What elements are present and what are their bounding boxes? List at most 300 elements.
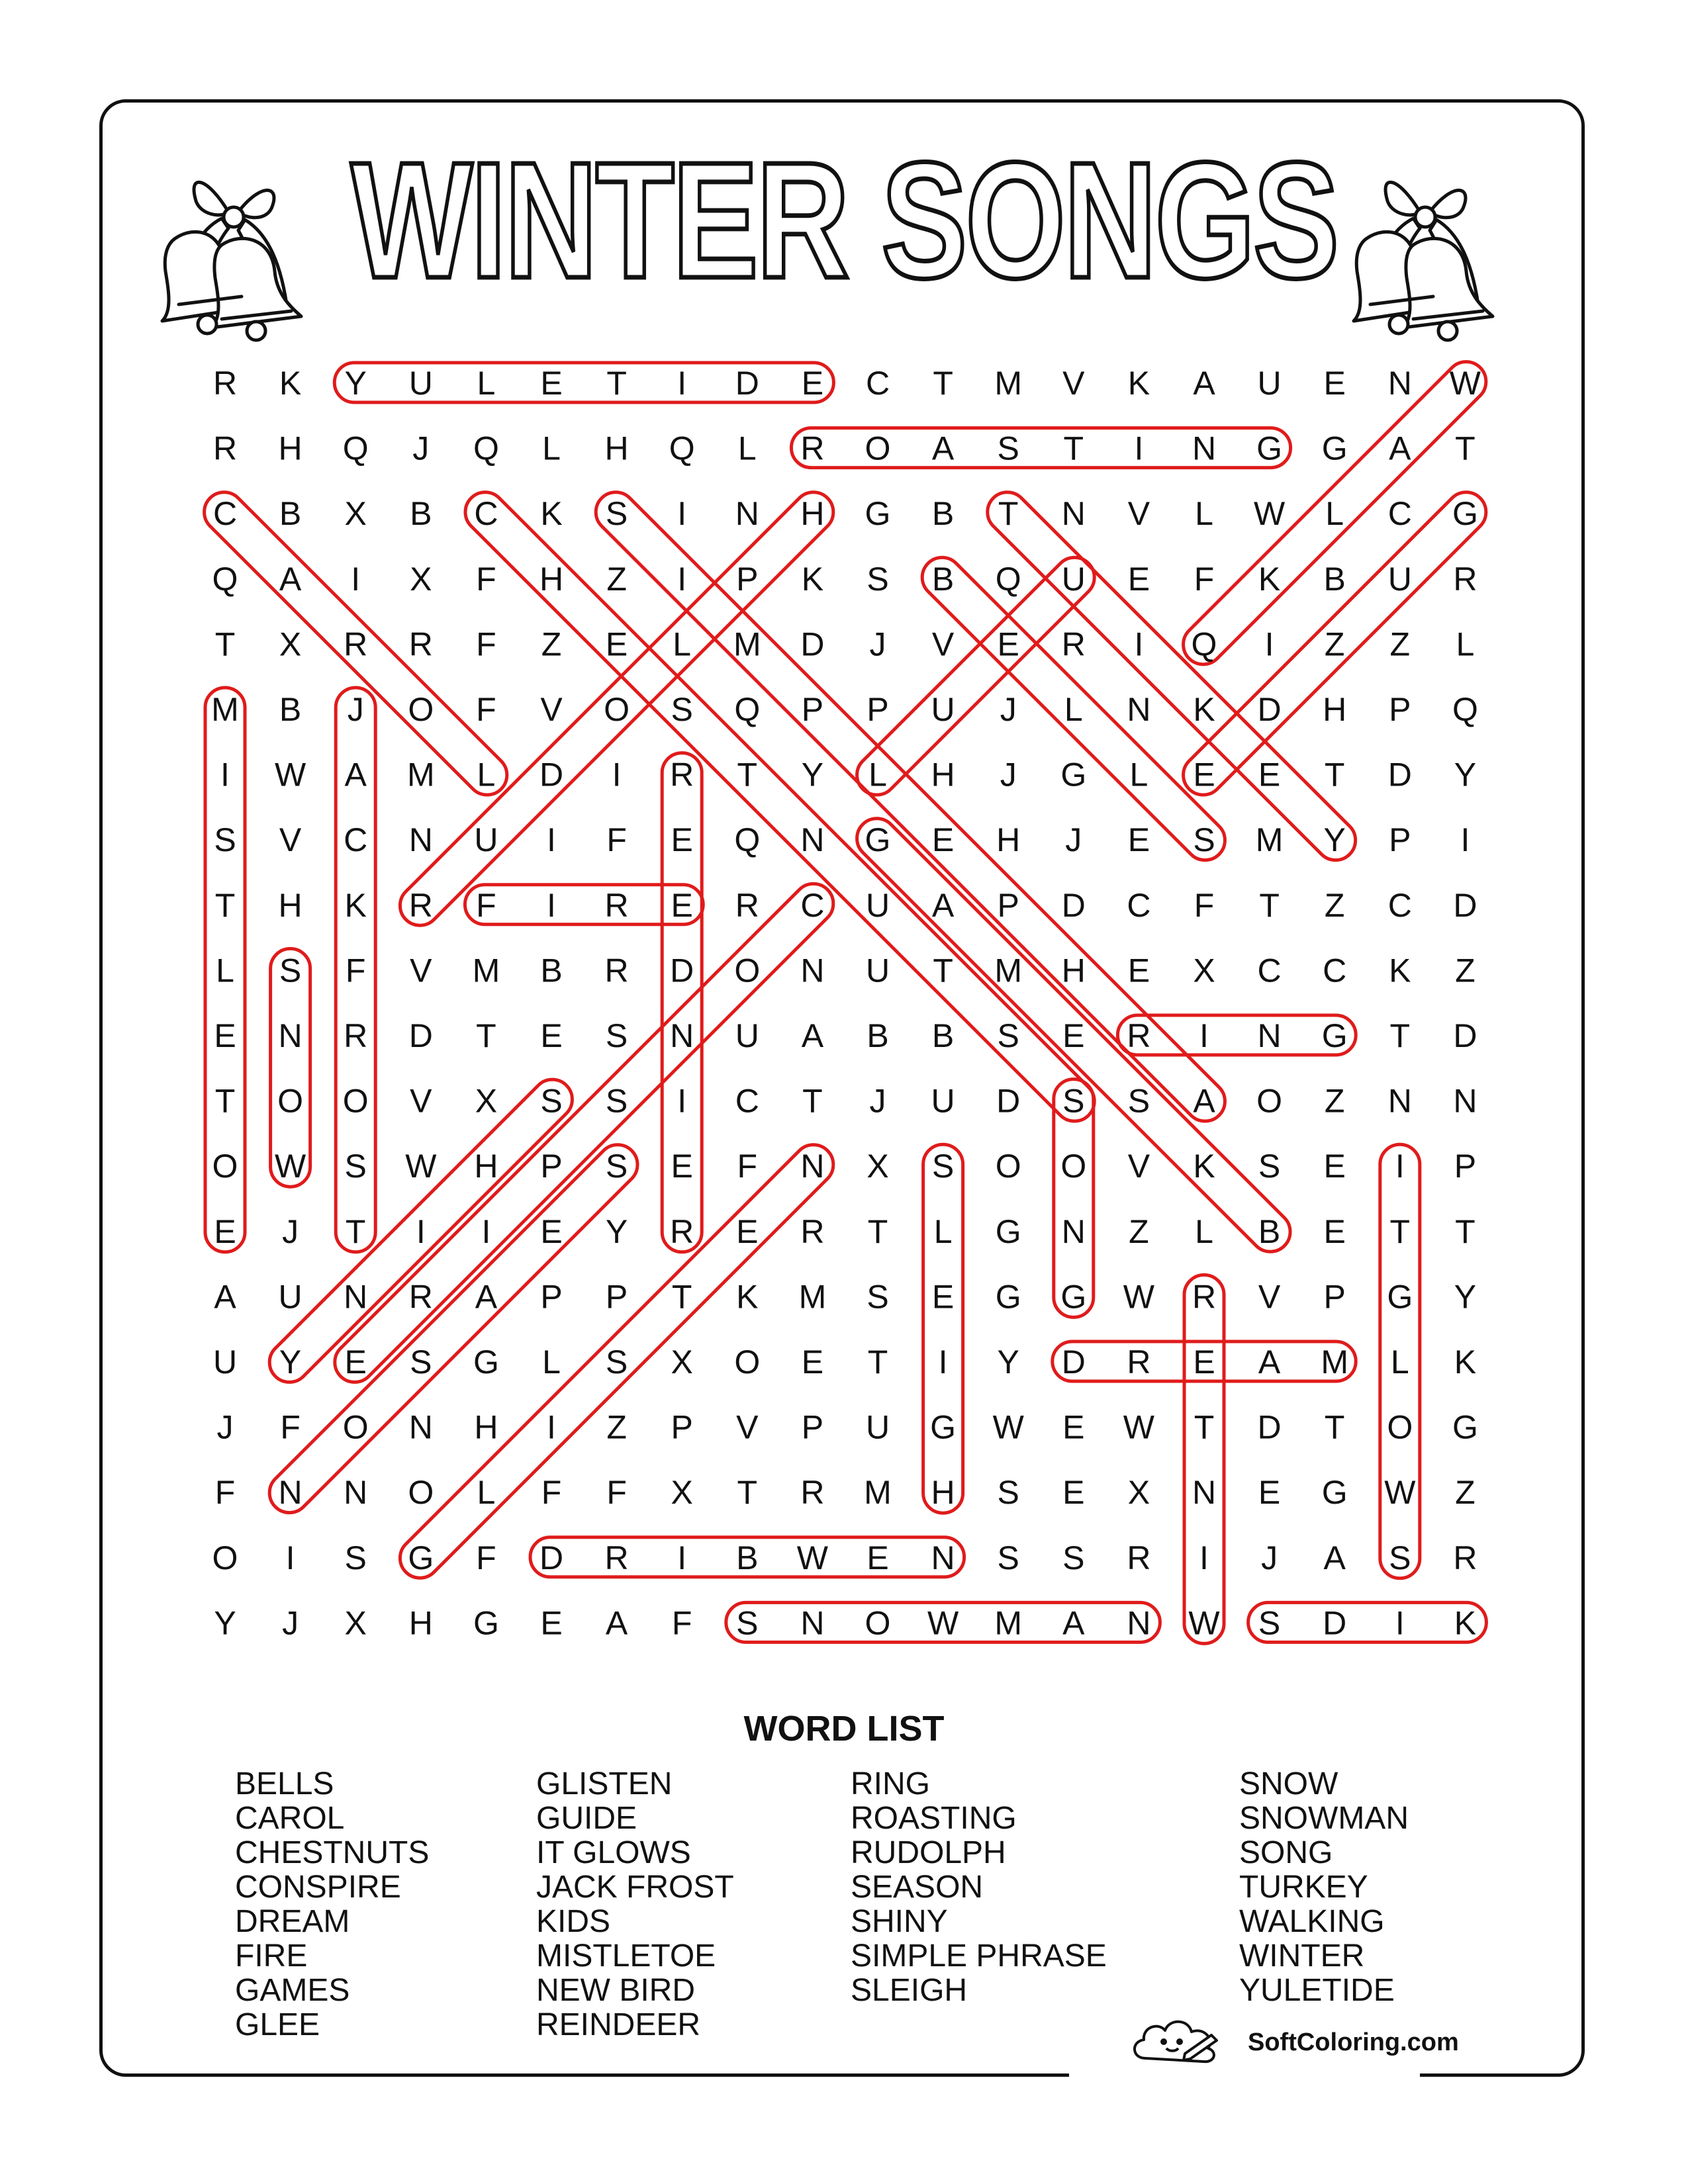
grid-letter[interactable]: E [1193,1343,1215,1381]
grid-letter[interactable]: F [606,821,627,859]
grid-letter[interactable]: D [1257,1408,1282,1446]
grid-letter[interactable]: B [931,495,955,533]
grid-letter[interactable]: N [800,1604,825,1642]
grid-letter[interactable]: Q [734,821,761,859]
grid-letter[interactable]: O [342,1408,369,1446]
grid-letter[interactable]: A [931,430,955,467]
grid-letter[interactable]: V [540,691,563,728]
grid-letter[interactable]: S [1193,821,1215,859]
grid-letter[interactable]: H [931,1474,955,1512]
grid-letter[interactable]: T [867,1212,888,1250]
grid-letter[interactable]: I [1395,1148,1405,1185]
grid-letter[interactable]: G [408,1539,434,1576]
grid-letter[interactable]: K [1193,1148,1215,1185]
grid-letter[interactable]: U [1061,560,1086,598]
grid-letter[interactable]: F [606,1474,627,1512]
grid-letter[interactable]: D [1061,886,1086,924]
grid-letter[interactable]: B [931,560,955,598]
grid-letter[interactable]: C [735,1082,759,1120]
grid-letter[interactable]: L [737,430,757,467]
grid-letter[interactable]: D [1453,886,1477,924]
grid-letter[interactable]: L [1129,756,1149,794]
grid-letter[interactable]: L [216,952,234,989]
grid-letter[interactable]: I [547,821,556,859]
grid-letter[interactable]: R [212,430,238,467]
grid-letter[interactable]: O [734,1343,761,1381]
grid-letter[interactable]: R [1127,1017,1151,1054]
grid-letter[interactable]: O [408,1474,434,1512]
grid-letter[interactable]: G [930,1408,957,1446]
grid-letter[interactable]: R [1453,560,1477,598]
grid-letter[interactable]: S [1062,1539,1085,1576]
grid-letter[interactable]: E [214,1017,236,1054]
grid-letter[interactable]: R [344,625,368,663]
grid-letter[interactable]: O [212,1148,238,1185]
grid-letter[interactable]: Y [214,1604,236,1642]
grid-letter[interactable]: N [1061,495,1086,533]
grid-letter[interactable]: X [344,1604,367,1642]
grid-letter[interactable]: B [931,1017,955,1054]
grid-letter[interactable]: R [1127,1539,1151,1576]
grid-letter[interactable]: D [1387,756,1412,794]
grid-letter[interactable]: R [604,1539,629,1576]
grid-letter[interactable]: U [865,886,890,924]
grid-letter[interactable]: Y [1454,1278,1477,1316]
grid-letter[interactable]: P [867,691,889,728]
grid-letter[interactable]: B [1323,560,1346,598]
grid-letter[interactable]: Z [606,560,627,598]
grid-letter[interactable]: O [342,1082,369,1120]
grid-letter[interactable]: K [540,495,563,533]
grid-letter[interactable]: E [671,821,693,859]
grid-letter[interactable]: G [1452,1408,1478,1446]
grid-letter[interactable]: V [1127,495,1150,533]
grid-letter[interactable]: T [345,1212,366,1250]
grid-letter[interactable]: F [476,691,496,728]
grid-letter[interactable]: K [1454,1604,1477,1642]
grid-letter[interactable]: Q [212,560,238,598]
grid-letter[interactable]: C [800,886,825,924]
grid-letter[interactable]: X [475,1082,498,1120]
grid-letter[interactable]: R [800,1474,825,1512]
grid-letter[interactable]: R [604,886,629,924]
grid-letter[interactable]: N [1387,365,1412,402]
grid-letter[interactable]: S [410,1343,432,1381]
grid-letter[interactable]: J [282,1212,299,1250]
grid-letter[interactable]: S [997,1539,1019,1576]
grid-letter[interactable]: H [408,1604,433,1642]
grid-letter[interactable]: U [408,365,433,402]
grid-letter[interactable]: Y [344,365,367,402]
grid-letter[interactable]: O [865,430,891,467]
grid-letter[interactable]: R [1127,1343,1151,1381]
grid-letter[interactable]: T [933,952,953,989]
grid-letter[interactable]: J [347,691,364,728]
grid-letter[interactable]: S [605,1082,628,1120]
grid-letter[interactable]: G [473,1604,499,1642]
grid-letter[interactable]: G [1060,756,1087,794]
grid-letter[interactable]: M [1255,821,1284,859]
grid-letter[interactable]: N [344,1474,368,1512]
grid-letter[interactable]: J [216,1408,234,1446]
grid-letter[interactable]: E [1062,1017,1085,1054]
grid-letter[interactable]: B [410,495,432,533]
grid-letter[interactable]: E [867,1539,889,1576]
grid-letter[interactable]: O [995,1148,1021,1185]
grid-letter[interactable]: J [282,1604,299,1642]
grid-letter[interactable]: N [1127,1604,1151,1642]
grid-letter[interactable]: N [344,1278,368,1316]
grid-letter[interactable]: M [994,365,1023,402]
grid-letter[interactable]: P [801,691,824,728]
grid-letter[interactable]: F [476,560,496,598]
grid-letter[interactable]: M [472,952,500,989]
grid-letter[interactable]: M [798,1278,827,1316]
grid-letter[interactable]: L [1195,495,1213,533]
grid-letter[interactable]: F [1194,886,1215,924]
grid-letter[interactable]: T [1063,430,1084,467]
grid-letter[interactable]: B [1258,1212,1281,1250]
grid-letter[interactable]: N [931,1539,955,1576]
grid-letter[interactable]: W [992,1408,1024,1446]
grid-letter[interactable]: J [869,625,886,663]
grid-letter[interactable]: R [670,1212,694,1250]
grid-letter[interactable]: D [996,1082,1021,1120]
grid-letter[interactable]: V [410,1082,432,1120]
grid-letter[interactable]: Y [1323,821,1346,859]
grid-letter[interactable]: X [1193,952,1215,989]
grid-letter[interactable]: I [547,886,556,924]
grid-letter[interactable]: S [997,430,1019,467]
grid-letter[interactable]: W [1123,1278,1155,1316]
grid-letter[interactable]: W [274,756,306,794]
grid-letter[interactable]: M [1321,1343,1349,1381]
grid-letter[interactable]: T [476,1017,496,1054]
grid-letter[interactable]: Z [1389,625,1411,663]
grid-letter[interactable]: T [933,365,953,402]
grid-letter[interactable]: N [1061,1212,1086,1250]
grid-letter[interactable]: K [801,560,824,598]
grid-letter[interactable]: I [285,1539,295,1576]
grid-letter[interactable]: M [864,1474,892,1512]
grid-letter[interactable]: I [1199,1539,1209,1576]
grid-letter[interactable]: Z [1324,1082,1345,1120]
grid-letter[interactable]: E [1062,1474,1085,1512]
grid-letter[interactable]: G [1256,430,1283,467]
grid-letter[interactable]: U [865,1408,890,1446]
grid-letter[interactable]: S [605,1343,628,1381]
grid-letter[interactable]: O [604,691,630,728]
grid-letter[interactable]: I [547,1408,556,1446]
grid-letter[interactable]: H [604,430,629,467]
grid-letter[interactable]: I [1199,1017,1209,1054]
grid-letter[interactable]: A [931,886,955,924]
grid-letter[interactable]: S [540,1082,563,1120]
grid-letter[interactable]: L [1195,1212,1213,1250]
grid-letter[interactable]: U [931,691,955,728]
grid-letter[interactable]: E [1258,1474,1281,1512]
grid-letter[interactable]: F [476,886,496,924]
grid-letter[interactable]: Z [606,1408,627,1446]
grid-letter[interactable]: H [1323,691,1347,728]
grid-letter[interactable]: N [1192,1474,1217,1512]
grid-letter[interactable]: R [735,886,759,924]
grid-letter[interactable]: D [1061,1343,1086,1381]
grid-letter[interactable]: Q [1452,691,1478,728]
grid-letter[interactable]: D [735,365,759,402]
grid-letter[interactable]: V [931,625,955,663]
grid-letter[interactable]: S [997,1017,1019,1054]
grid-letter[interactable]: Z [1324,886,1345,924]
grid-letter[interactable]: Y [279,1343,302,1381]
grid-letter[interactable]: G [1321,1017,1348,1054]
grid-letter[interactable]: C [1127,886,1151,924]
grid-letter[interactable]: P [801,1408,824,1446]
grid-letter[interactable]: Q [1191,625,1217,663]
grid-letter[interactable]: S [605,1148,628,1185]
grid-letter[interactable]: H [278,430,303,467]
grid-letter[interactable]: N [408,1408,433,1446]
grid-letter[interactable]: L [1390,1343,1409,1381]
grid-letter[interactable]: G [1321,430,1348,467]
grid-letter[interactable]: Q [342,430,369,467]
grid-letter[interactable]: B [279,495,302,533]
grid-letter[interactable]: I [220,756,230,794]
grid-letter[interactable]: I [1460,821,1470,859]
grid-letter[interactable]: I [677,365,687,402]
grid-letter[interactable]: W [405,1148,437,1185]
grid-letter[interactable]: G [995,1212,1021,1250]
grid-letter[interactable]: H [474,1408,498,1446]
grid-letter[interactable]: K [1193,691,1215,728]
grid-letter[interactable]: R [670,756,694,794]
grid-letter[interactable]: S [931,1148,955,1185]
grid-letter[interactable]: R [800,430,825,467]
grid-letter[interactable]: W [1449,365,1481,402]
grid-letter[interactable]: L [477,1474,496,1512]
grid-letter[interactable]: F [280,1408,301,1446]
grid-letter[interactable]: O [277,1082,304,1120]
grid-letter[interactable]: R [800,1212,825,1250]
grid-letter[interactable]: T [1324,1408,1345,1446]
grid-letter[interactable]: C [1387,495,1412,533]
grid-letter[interactable]: X [671,1343,693,1381]
grid-letter[interactable]: T [1389,1017,1411,1054]
grid-letter[interactable]: N [1387,1082,1412,1120]
grid-letter[interactable]: Q [669,430,695,467]
grid-letter[interactable]: N [735,495,759,533]
grid-letter[interactable]: F [737,1148,758,1185]
grid-letter[interactable]: I [1264,625,1274,663]
grid-letter[interactable]: T [671,1278,692,1316]
grid-letter[interactable]: I [938,1343,948,1381]
grid-letter[interactable]: G [995,1278,1021,1316]
grid-letter[interactable]: E [1127,821,1150,859]
grid-letter[interactable]: P [540,1148,563,1185]
grid-letter[interactable]: R [408,1278,433,1316]
grid-letter[interactable]: T [737,1474,758,1512]
grid-letter[interactable]: A [344,756,367,794]
grid-letter[interactable]: R [1453,1539,1477,1576]
grid-letter[interactable]: T [214,886,236,924]
grid-letter[interactable]: P [997,886,1019,924]
grid-letter[interactable]: P [736,560,759,598]
grid-letter[interactable]: J [412,430,430,467]
grid-letter[interactable]: C [1387,886,1412,924]
grid-letter[interactable]: Z [1455,952,1476,989]
grid-letter[interactable]: N [670,1017,694,1054]
grid-letter[interactable]: E [736,1212,759,1250]
grid-letter[interactable]: I [612,756,622,794]
grid-letter[interactable]: I [677,1539,687,1576]
grid-letter[interactable]: X [410,560,432,598]
grid-letter[interactable]: W [274,1148,306,1185]
grid-letter[interactable]: W [1123,1408,1155,1446]
grid-letter[interactable]: E [1323,365,1346,402]
grid-letter[interactable]: S [997,1474,1019,1512]
grid-letter[interactable]: S [867,560,889,598]
grid-letter[interactable]: T [1259,886,1280,924]
grid-letter[interactable]: C [1323,952,1347,989]
grid-letter[interactable]: M [994,1604,1023,1642]
grid-letter[interactable]: Y [801,756,824,794]
grid-letter[interactable]: I [677,1082,687,1120]
grid-letter[interactable]: E [1323,1148,1346,1185]
grid-letter[interactable]: H [474,1148,498,1185]
grid-letter[interactable]: T [1324,756,1345,794]
grid-letter[interactable]: B [279,691,302,728]
grid-letter[interactable]: S [605,1017,628,1054]
grid-letter[interactable]: W [1188,1604,1220,1642]
grid-letter[interactable]: C [1257,952,1282,989]
grid-letter[interactable]: W [1384,1474,1416,1512]
grid-letter[interactable]: L [933,1212,953,1250]
grid-letter[interactable]: K [736,1278,759,1316]
grid-letter[interactable]: Y [605,1212,628,1250]
grid-letter[interactable]: J [1000,756,1017,794]
grid-letter[interactable]: W [1253,495,1286,533]
grid-letter[interactable]: L [542,430,561,467]
grid-letter[interactable]: O [734,952,761,989]
grid-letter[interactable]: S [736,1604,759,1642]
grid-letter[interactable]: T [867,1343,888,1381]
grid-letter[interactable]: P [540,1278,563,1316]
grid-letter[interactable]: E [671,1148,693,1185]
grid-letter[interactable]: E [540,365,563,402]
grid-letter[interactable]: C [865,365,890,402]
grid-letter[interactable]: U [212,1343,238,1381]
grid-letter[interactable]: T [606,365,627,402]
grid-letter[interactable]: S [1062,1082,1085,1120]
grid-letter[interactable]: N [1192,430,1217,467]
grid-letter[interactable]: L [673,625,692,663]
grid-letter[interactable]: E [214,1212,236,1250]
grid-letter[interactable]: O [1060,1148,1087,1185]
grid-letter[interactable]: N [1127,691,1151,728]
grid-letter[interactable]: E [540,1212,563,1250]
grid-letter[interactable]: H [931,756,955,794]
grid-letter[interactable]: W [927,1604,959,1642]
grid-letter[interactable]: N [278,1017,303,1054]
grid-letter[interactable]: B [736,1539,759,1576]
grid-letter[interactable]: N [800,821,825,859]
grid-letter[interactable]: F [345,952,366,989]
grid-letter[interactable]: A [801,1017,824,1054]
grid-letter[interactable]: Z [1129,1212,1149,1250]
grid-letter[interactable]: T [737,756,758,794]
grid-letter[interactable]: K [344,886,367,924]
grid-letter[interactable]: E [671,886,693,924]
grid-letter[interactable]: D [1257,691,1282,728]
grid-letter[interactable]: L [477,365,496,402]
grid-letter[interactable]: T [802,1082,823,1120]
grid-letter[interactable]: I [351,560,361,598]
grid-letter[interactable]: F [214,1474,236,1512]
grid-letter[interactable]: E [1193,756,1215,794]
grid-letter[interactable]: X [867,1148,889,1185]
grid-letter[interactable]: A [214,1278,236,1316]
grid-letter[interactable]: L [1064,691,1083,728]
grid-letter[interactable]: E [801,1343,824,1381]
grid-letter[interactable]: E [1127,560,1150,598]
grid-letter[interactable]: E [1062,1408,1085,1446]
grid-letter[interactable]: D [800,625,825,663]
grid-letter[interactable]: S [279,952,302,989]
grid-letter[interactable]: K [1454,1343,1477,1381]
grid-letter[interactable]: O [865,1604,891,1642]
grid-letter[interactable]: A [1062,1604,1085,1642]
grid-letter[interactable]: E [1258,756,1281,794]
grid-letter[interactable]: R [212,365,238,402]
grid-letter[interactable]: U [278,1278,303,1316]
grid-letter[interactable]: S [671,691,693,728]
grid-letter[interactable]: H [278,886,303,924]
grid-letter[interactable]: Y [1454,756,1477,794]
grid-letter[interactable]: H [800,495,825,533]
grid-letter[interactable]: P [1323,1278,1346,1316]
grid-letter[interactable]: D [539,756,564,794]
grid-letter[interactable]: E [344,1343,367,1381]
grid-letter[interactable]: G [1060,1278,1087,1316]
grid-letter[interactable]: Z [541,625,562,663]
grid-letter[interactable]: A [1323,1539,1346,1576]
grid-letter[interactable]: C [212,495,238,533]
grid-letter[interactable]: Z [1455,1474,1476,1512]
grid-letter[interactable]: R [1061,625,1086,663]
grid-letter[interactable]: I [677,495,687,533]
grid-letter[interactable]: T [214,625,236,663]
grid-letter[interactable]: T [1194,1408,1215,1446]
grid-letter[interactable]: E [801,365,824,402]
grid-letter[interactable]: B [540,952,563,989]
grid-letter[interactable]: S [605,495,628,533]
grid-letter[interactable]: A [1193,365,1215,402]
grid-letter[interactable]: D [1323,1604,1347,1642]
grid-letter[interactable]: M [406,756,435,794]
grid-letter[interactable]: T [1455,1212,1476,1250]
grid-letter[interactable]: X [1127,1474,1150,1512]
grid-letter[interactable]: N [800,952,825,989]
grid-letter[interactable]: L [868,756,887,794]
grid-letter[interactable]: O [408,691,434,728]
grid-letter[interactable]: G [865,821,891,859]
grid-letter[interactable]: K [1258,560,1281,598]
grid-letter[interactable]: P [671,1408,693,1446]
grid-letter[interactable]: N [800,1148,825,1185]
grid-letter[interactable]: V [1127,1148,1150,1185]
grid-letter[interactable]: I [416,1212,426,1250]
grid-letter[interactable]: K [1389,952,1411,989]
